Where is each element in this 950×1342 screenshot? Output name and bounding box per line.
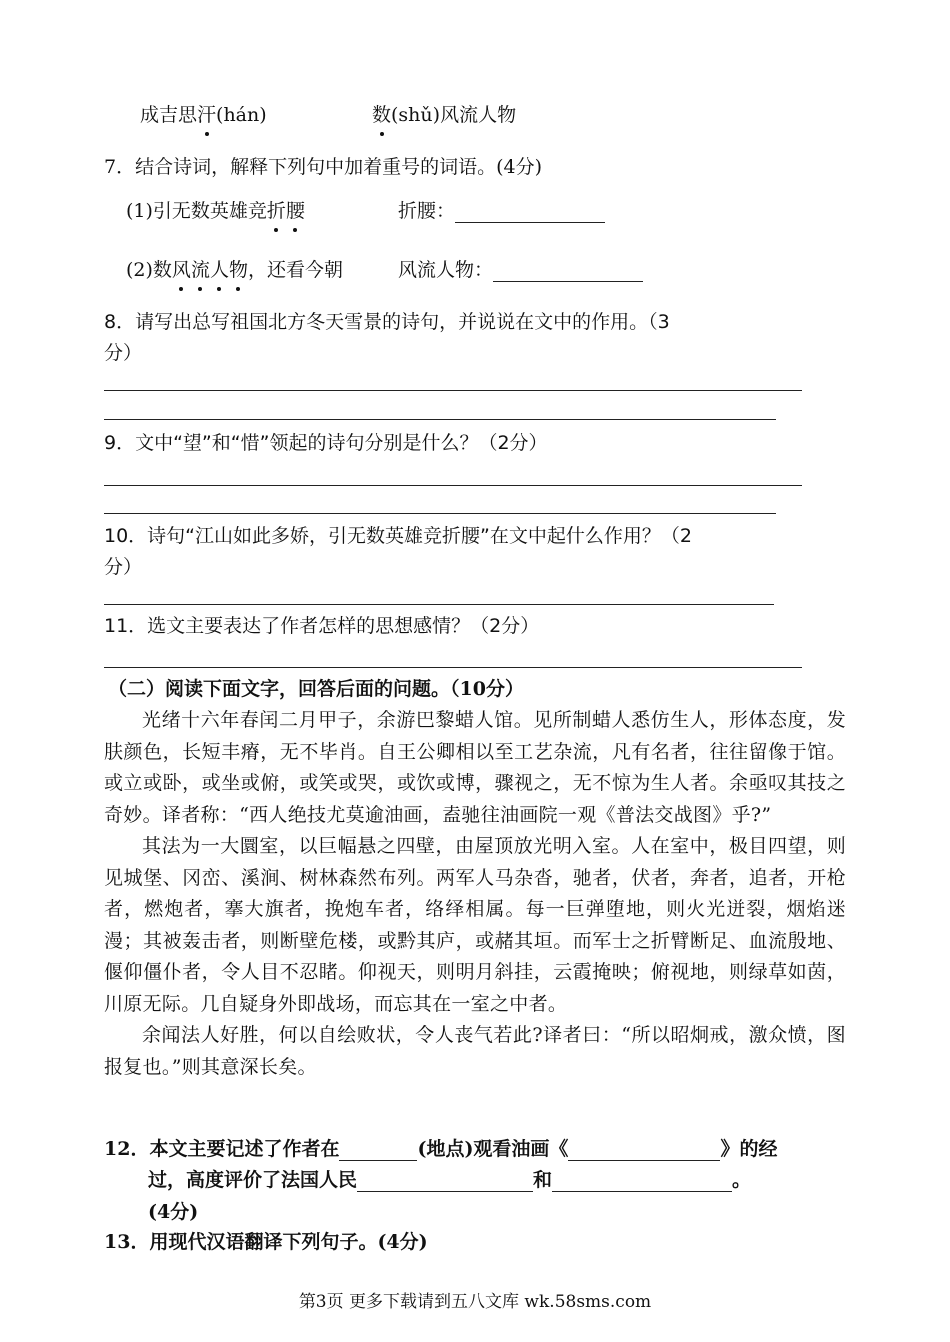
question-7-answer-1: 折腰： — [398, 199, 605, 223]
answer-blank[interactable] — [455, 202, 605, 223]
passage-paragraph-1: 光绪十六年春闰二月甲子，余游巴黎蜡人馆。见所制蜡人悉仿生人，形体态度，发肤颜色，长短丰瘠，无不毕肖。自王公卿相以至工艺杂流，凡有名者，往往留像于馆。或立或卧，或坐或俯，或笑或哭，或饮或博，骤视之，无不惊为生人者。余亟叹其技之奇妙。译者称：“西人绝技尤莫逾油画，盍驰往油画院一观《普法交战图》乎?” — [104, 709, 846, 826]
answer-blank[interactable] — [493, 261, 643, 282]
question-12-line-1: 12．本文主要记述了作者在 (地点)观看油画《 》的经 — [104, 1138, 778, 1160]
passage-paragraph-3: 余闻法人好胜，何以自绘败状，令人丧气若此?译者曰：“所以昭炯戒，激众愤，图报复也。”则其意深长矣。 — [104, 1024, 846, 1078]
question-8-line-1: 8．请写出总写祖国北方冬天雪景的诗句，并说说在文中的作用。（3 — [104, 311, 670, 333]
answer-blank[interactable] — [357, 1171, 533, 1192]
question-10-line-1: 10．诗句“江山如此多娇，引无数英雄竞折腰”在文中起什么作用？（2 — [104, 525, 692, 547]
question-11: 11．选文主要表达了作者怎样的思想感情？（2分） — [104, 615, 540, 637]
page-footer: 第3页 更多下载请到五八文库 wk.58sms.com — [298, 1292, 652, 1312]
question-8-line-2: 分） — [104, 342, 143, 364]
answer-line[interactable] — [104, 667, 802, 668]
reading-passage — [104, 705, 846, 1083]
question-7-stem: 7．结合诗词，解释下列句中加着重号的词语。(4分) — [104, 156, 543, 178]
question-7-sentence-1: (1)引无数英雄竞折腰 — [126, 200, 305, 222]
question-13: 13．用现代汉语翻译下列句子。(4分) — [104, 1231, 428, 1253]
question-9: 9．文中“望”和“惜”领起的诗句分别是什么？（2分） — [104, 432, 548, 454]
answer-line[interactable] — [104, 485, 802, 486]
question-7-sentence-2: (2)数风流人物，还看今朝 — [126, 259, 343, 281]
q6-item-1: 成吉思汗(hán) — [140, 104, 267, 126]
answer-line[interactable] — [104, 604, 774, 605]
answer-line[interactable] — [104, 419, 776, 420]
question-12-score: (4分) — [148, 1201, 199, 1223]
passage-paragraph-2: 其法为一大圜室，以巨幅悬之四壁，由屋顶放光明入室。人在室中，极目四望，则见城堡、冈峦、溪涧、树林森然布列。两军人马杂沓，驰者，伏者，奔者，追者，开枪者，燃炮者，搴大旗者，挽炮车者，络绎相属。每一巨弹堕地，则火光迸裂，烟焰迷漫；其被轰击者，则断壁危楼，或黔其庐，或赭其垣。而军士之折臂断足、血流殷地、偃仰僵仆者，令人目不忍睹。仰视天，则明月斜挂，云霞掩映；俯视地，则绿草如茵，川原无际。几自疑身外即战场，而忘其在一室之中者。 — [104, 835, 846, 1015]
answer-line[interactable] — [104, 390, 802, 391]
question-7-answer-2: 风流人物： — [398, 258, 643, 282]
answer-blank[interactable] — [568, 1140, 720, 1161]
question-12-line-2: 过，高度评价了法国人民 和 。 — [148, 1169, 752, 1191]
section-2-heading: （二）阅读下面文字，回答后面的问题。（10分） — [108, 678, 524, 700]
answer-blank[interactable] — [339, 1140, 417, 1161]
q6-item-2: 数(shǔ)风流人物 — [372, 104, 517, 126]
question-10-line-2: 分） — [104, 556, 143, 578]
answer-blank[interactable] — [552, 1171, 732, 1192]
answer-line[interactable] — [104, 513, 776, 514]
